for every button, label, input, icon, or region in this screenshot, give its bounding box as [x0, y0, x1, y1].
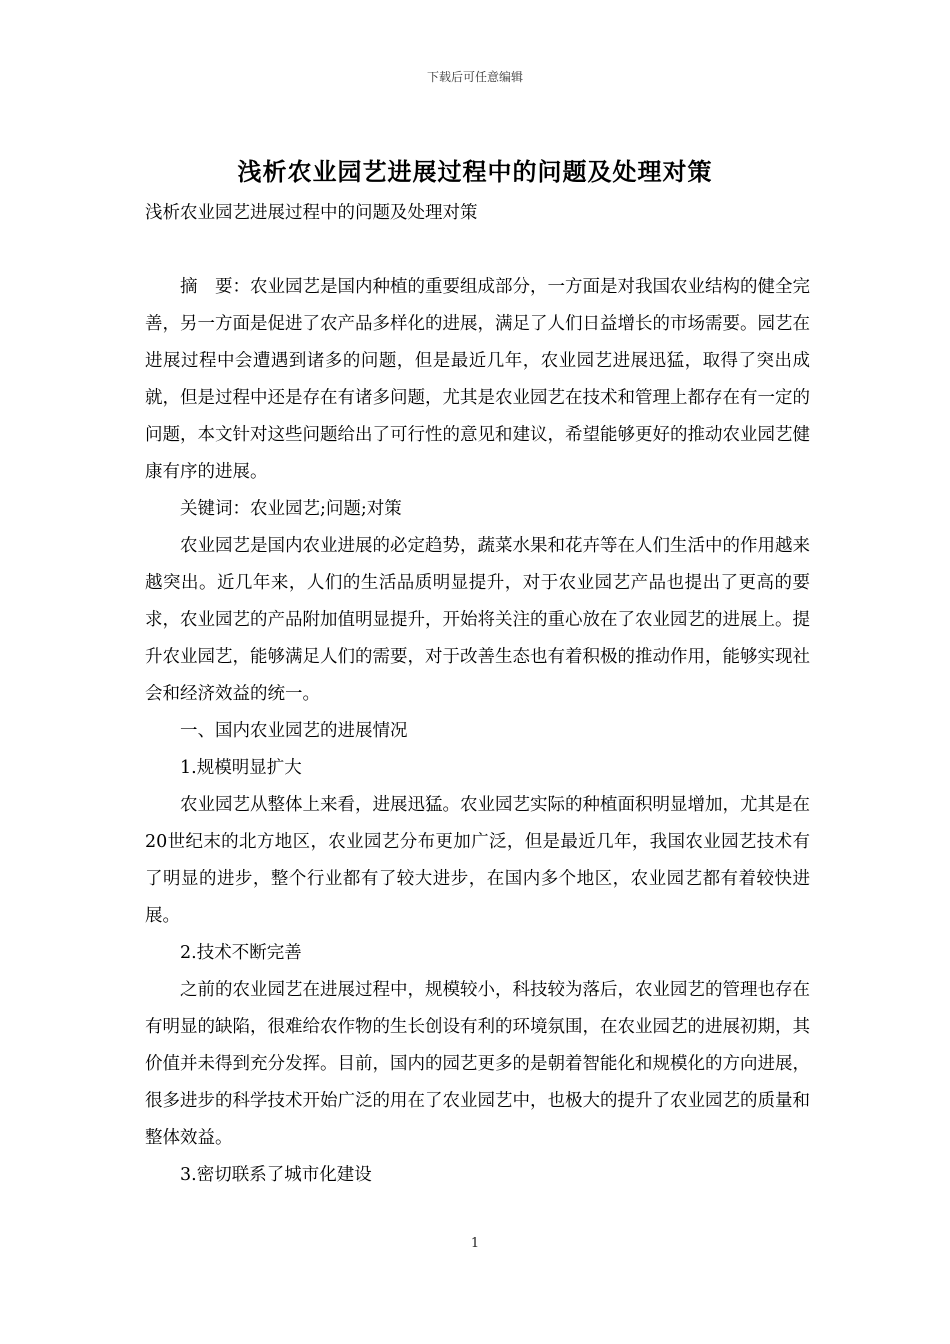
- abstract-paragraph: 摘 要：农业园艺是国内种植的重要组成部分，一方面是对我国农业结构的健全完善，另一方面是促进了农产品多样化的进展，满足了人们日益增长的市场需要。园艺在进展过程中会遭遇到诸多的问题，但是最近几年，农业园艺进展迅猛，取得了突出成就，但是过程中还是存在有诸多问题，尤其是农业园艺在技术和管理上都存在有一定的问题，本文针对这些问题给出了可行性的意见和建议，希望能够更好的推动农业园艺健康有序的进展。: [145, 277, 810, 482]
- subsection-heading-1: 1.规模明显扩大: [180, 758, 302, 778]
- keywords-line: 关键词：农业园艺;问题;对策: [180, 499, 402, 519]
- document-body: [145, 195, 810, 1194]
- subsection-heading-3: 3.密切联系了城市化建设: [180, 1165, 372, 1185]
- subsection-paragraph-2: 之前的农业园艺在进展过程中，规模较小，科技较为落后，农业园艺的管理也存在有明显的缺陷，很难给农作物的生长创设有利的环境氛围，在农业园艺的进展初期，其价值并未得到充分发挥。目前，国内的园艺更多的是朝着智能化和规模化的方向进展，很多进步的科学技术开始广泛的用在了农业园艺中，也极大的提升了农业园艺的质量和整体效益。: [145, 980, 810, 1148]
- page-header-note: 下载后可任意编辑: [426, 70, 523, 84]
- page-number: 1: [470, 1236, 480, 1251]
- intro-paragraph: 农业园艺是国内农业进展的必定趋势，蔬菜水果和花卉等在人们生活中的作用越来越突出。近几年来，人们的生活品质明显提升，对于农业园艺产品也提出了更高的要求，农业园艺的产品附加值明显提升，开始将关注的重心放在了农业园艺的进展上。提升农业园艺，能够满足人们的需要，对于改善生态也有着积极的推动作用，能够实现社会和经济效益的统一。: [145, 536, 810, 704]
- section-heading-1: 一、国内农业园艺的进展情况: [180, 721, 408, 741]
- subsection-heading-2: 2.技术不断完善: [180, 943, 302, 963]
- document-title: 浅析农业园艺进展过程中的问题及处理对策: [237, 157, 713, 186]
- subsection-paragraph-1: 农业园艺从整体上来看，进展迅猛。农业园艺实际的种植面积明显增加，尤其是在20世纪末的北方地区，农业园艺分布更加广泛，但是最近几年，我国农业园艺技术有了明显的进步，整个行业都有了较大进步，在国内多个地区，农业园艺都有着较快进展。: [145, 795, 810, 926]
- document-subtitle: 浅析农业园艺进展过程中的问题及处理对策: [145, 203, 478, 223]
